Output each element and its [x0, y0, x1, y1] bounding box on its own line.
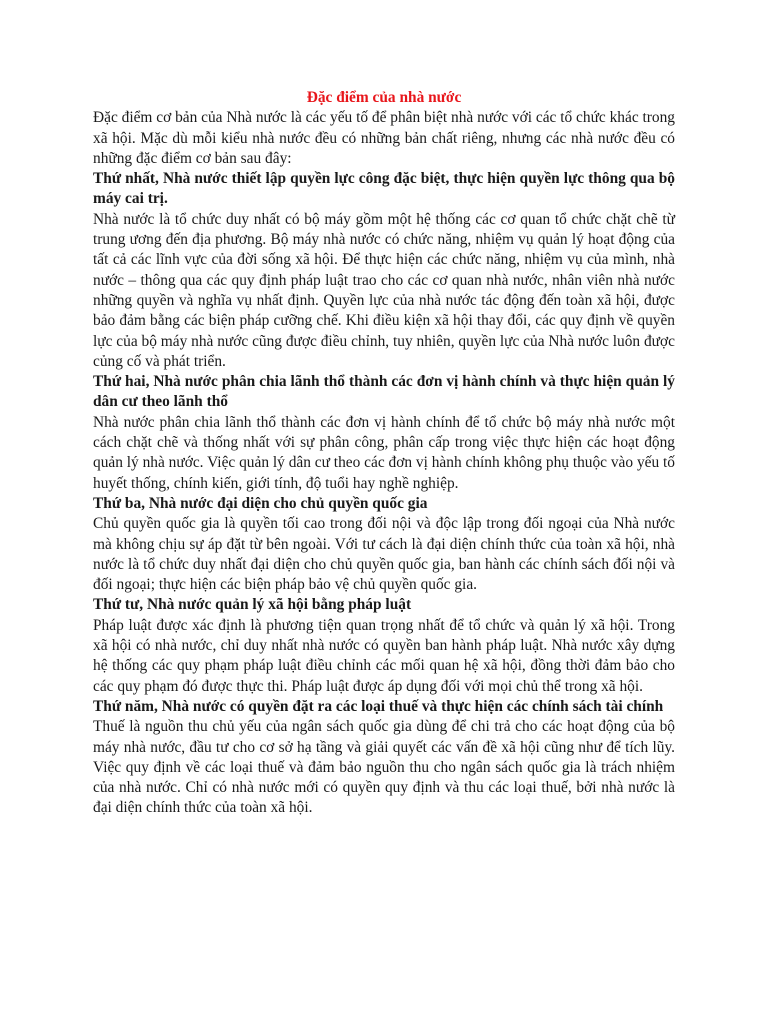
section-heading-2: Thứ hai, Nhà nước phân chia lãnh thổ thành các đơn vị hành chính và thực hiện quản lý dân cư theo lãnh thổ: [93, 373, 675, 411]
intro-paragraph: Đặc điểm cơ bản của Nhà nước là các yếu tố để phân biệt nhà nước với các tổ chức khác trong xã hội. Mặc dù mỗi kiểu nhà nước đều có những bản chất riêng, nhưng các nhà nước đều có những đặc điểm cơ bản sau đây:: [93, 109, 675, 167]
section-heading-4: Thứ tư, Nhà nước quản lý xã hội bằng pháp luật: [93, 596, 412, 614]
section-heading-5: Thứ năm, Nhà nước có quyền đặt ra các loại thuế và thực hiện các chính sách tài chính: [93, 697, 664, 715]
section-body-1: Nhà nước là tổ chức duy nhất có bộ máy gồm một hệ thống các cơ quan tổ chức chặt chẽ từ trung ương đến địa phương. Bộ máy nhà nước có chức năng, nhiệm vụ quản lý hoạt động của tất cả các lĩnh vực của đời sống xã hội. Để thực hiện các chức năng, nhiệm vụ của mình, nhà nước – thông qua các quy định pháp luật trao cho các cơ quan nhà nước, nhân viên nhà nước những quyền và nghĩa vụ nhất định. Quyền lực của nhà nước tác động đến toàn xã hội, được bảo đảm bằng các biện pháp cưỡng chế. Khi điều kiện xã hội thay đổi, các quy định về quyền lực của bộ máy nhà nước cũng được điều chỉnh, tuy nhiên, quyền lực của Nhà nước luôn được củng cố và phát triển.: [93, 210, 675, 370]
section-body-5: Thuế là nguồn thu chủ yếu của ngân sách quốc gia dùng để chi trả cho các hoạt động của bộ máy nhà nước, đầu tư cho cơ sở hạ tầng và giải quyết các vấn đề xã hội cũng như để tích lũy. Việc quy định về các loại thuế và đảm bảo nguồn thu cho ngân sách quốc gia là trách nhiệm của nhà nước. Chỉ có nhà nước mới có quyền quy định và thu các loại thuế, bởi nhà nước là đại diện chính thức của toàn xã hội.: [93, 718, 675, 817]
section-body-3: Chủ quyền quốc gia là quyền tối cao trong đối nội và độc lập trong đối ngoại của Nhà nước mà không chịu sự áp đặt từ bên ngoài. Với tư cách là đại diện chính thức của toàn xã hội, nhà nước là tổ chức duy nhất đại diện cho chủ quyền quốc gia, ban hành các chính sách đối nội và đối ngoại; thực hiện các biện pháp bảo vệ chủ quyền quốc gia.: [93, 515, 675, 594]
document-title: Đặc điểm của nhà nước: [306, 89, 462, 106]
section-body-2: Nhà nước phân chia lãnh thổ thành các đơn vị hành chính để tổ chức bộ máy nhà nước một cách chặt chẽ và thống nhất với sự phân công, phân cấp trong việc thực hiện các hoạt động quản lý nhà nước. Việc quản lý dân cư theo các đơn vị hành chính không phụ thuộc vào yếu tố huyết thống, chính kiến, giới tính, độ tuổi hay nghề nghiệp.: [93, 413, 675, 492]
document-page: [93, 88, 675, 819]
section-heading-3: Thứ ba, Nhà nước đại diện cho chủ quyền quốc gia: [93, 494, 428, 512]
section-heading-1: Thứ nhất, Nhà nước thiết lập quyền lực công đặc biệt, thực hiện quyền lực thông qua bộ máy cai trị.: [93, 170, 675, 208]
section-body-4: Pháp luật được xác định là phương tiện quan trọng nhất để tổ chức và quản lý xã hội. Trong xã hội có nhà nước, chỉ duy nhất nhà nước có quyền ban hành pháp luật. Nhà nước xây dựng hệ thống các quy phạm pháp luật điều chỉnh các mối quan hệ xã hội, đồng thời đảm bảo cho các quy phạm đó được thực thi. Pháp luật được áp dụng đối với mọi chủ thể trong xã hội.: [93, 616, 675, 695]
